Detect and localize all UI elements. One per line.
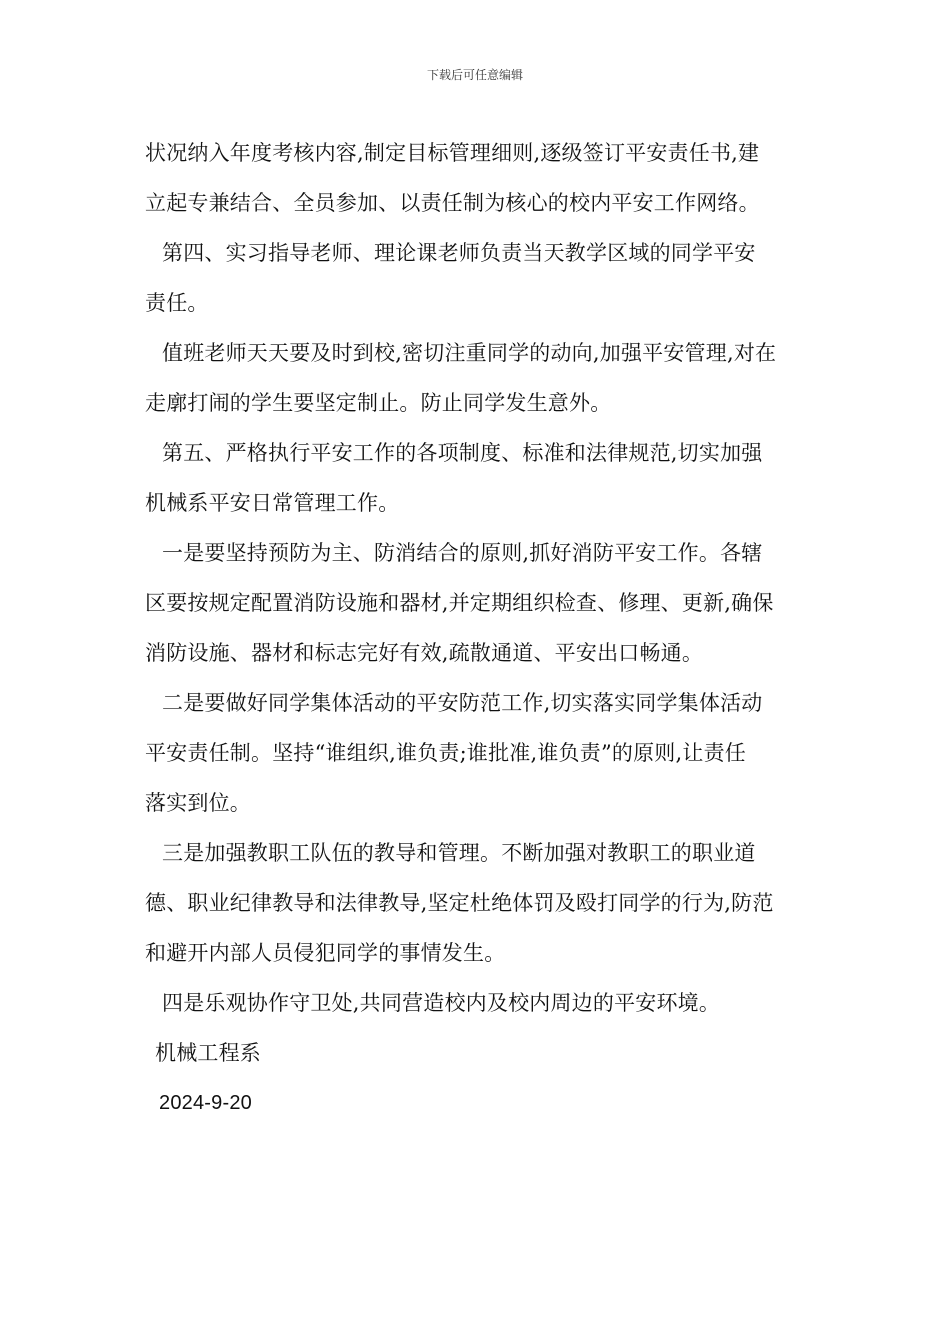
text-line: 区要按规定配置消防设施和器材,并定期组织检查、修理、更新,确保 — [145, 591, 774, 615]
paragraph-start-line: 第五、严格执行平安工作的各项制度、标准和法律规范,切实加强 — [162, 441, 763, 465]
signature-department: 机械工程系 — [155, 1041, 261, 1065]
text-line: 平安责任制。坚持“谁组织,谁负责;谁批准,谁负责”的原则,让责任 — [145, 741, 746, 765]
page-header-note: 下载后可任意编辑 — [426, 68, 523, 82]
paragraph-start-line: 四是乐观协作守卫处,共同营造校内及校内周边的平安环境。 — [162, 991, 721, 1015]
text-line: 责任。 — [145, 291, 209, 315]
text-line: 德、职业纪律教导和法律教导,坚定杜绝体罚及殴打同学的行为,防范 — [145, 891, 774, 915]
text-line: 状况纳入年度考核内容,制定目标管理细则,逐级签订平安责任书,建 — [145, 141, 760, 165]
text-line: 落实到位。 — [145, 791, 251, 815]
paragraph-start-line: 三是加强教职工队伍的教导和管理。不断加强对教职工的职业道 — [162, 841, 756, 865]
paragraph-start-line: 第四、实习指导老师、理论课老师负责当天教学区域的同学平安 — [162, 241, 756, 265]
document-body — [145, 128, 809, 1128]
paragraph-start-line: 二是要做好同学集体活动的平安防范工作,切实落实同学集体活动 — [162, 691, 763, 715]
paragraph-start-line: 值班老师天天要及时到校,密切注重同学的动向,加强平安管理,对在 — [162, 341, 777, 365]
paragraph-start-line: 一是要坚持预防为主、防消结合的原则,抓好消防平安工作。各辖 — [162, 541, 763, 565]
signature-date: 2024-9-20 — [159, 1092, 252, 1114]
text-line: 立起专兼结合、全员参加、以责任制为核心的校内平安工作网络。 — [145, 191, 760, 215]
text-line: 和避开内部人员侵犯同学的事情发生。 — [145, 941, 506, 965]
text-line: 消防设施、器材和标志完好有效,疏散通道、平安出口畅通。 — [145, 641, 704, 665]
text-line: 走廓打闹的学生要坚定制止。防止同学发生意外。 — [145, 391, 612, 415]
text-line: 机械系平安日常管理工作。 — [145, 491, 400, 515]
